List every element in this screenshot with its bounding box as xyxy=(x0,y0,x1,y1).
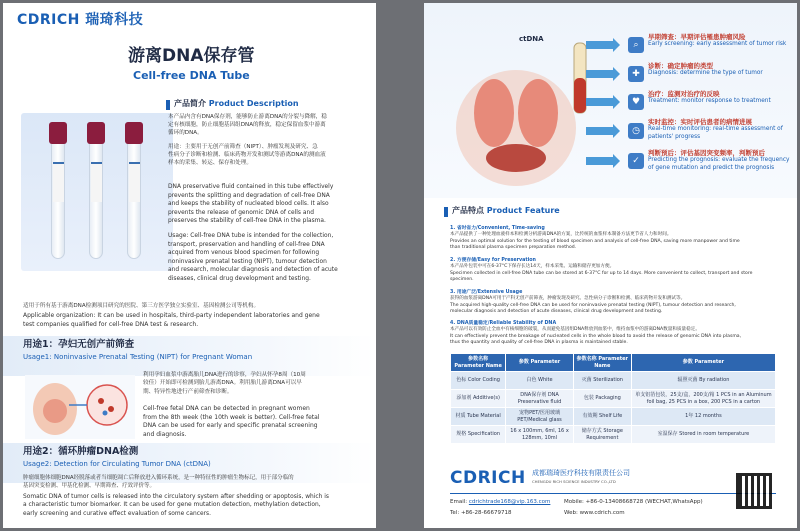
email-line: Email: cdrichtrade168@vip.163.com xyxy=(450,499,551,505)
table-cell: 辐照灭菌 By radiation xyxy=(631,372,775,390)
footer-divider xyxy=(450,493,776,494)
feature-1: 1. 省时省力/Convenient, Time-saving 本产品提供了一种处理血液样本和检测分析游离DNA的方案，比传统的血浆样本制备方法更节省人力和时间。 Provides an optimal solution for the testing of blood specimen and analysis of cell-free DNA, saving more manpower and time than traditional plasma specimen preparation method. xyxy=(450,226,740,250)
table-header-row xyxy=(451,354,776,372)
page-subtitle: Cell-free DNA Tube xyxy=(133,69,250,82)
table-cell: 宠物PET/医用玻璃 PET/Medical glass xyxy=(506,408,573,426)
table-cell: 1年 12 months xyxy=(631,408,775,426)
company-name-cn: 成都瑞琦医疗科技有限责任公司 xyxy=(532,469,630,477)
table-row xyxy=(451,390,776,408)
table-cell: 包装 Packaging xyxy=(573,390,631,408)
diagnosis-icon: ✚ xyxy=(628,66,644,82)
left-page xyxy=(3,3,376,528)
intro-text-en: DNA preservative fluid contained in this tube effectively prevents the splitting and degradation of cell-free DNA and keeps the stability of nucleated blood cells. It also prevents the release of genomic DNA of cells and preserves the stability of cell-free DNA in the plasma. Usage: Cell-free DNA tube is intended for the collection, transport, preservation and handling of cell-free DNA acquired from venous blood specimen for following noninvasive prenatal testing (NIPT), tumour detection and research, molecular diagnosis and detection of acute diseases, clinical drug development and testing. xyxy=(168,184,338,282)
treatment-icon: ♥ xyxy=(628,94,644,110)
table-cell: 16 x 100mm, 6ml, 16 x 128mm, 10ml xyxy=(506,426,573,444)
usage2-text-cn: 肿瘤细胞体细胞DNA经脱落或者当细胞凋亡后释放进入循环系统，是一种特征性的肿瘤生物标记，用于部分临的 基因突变检测、甲基化检测、早期筛查、疗效评价等。 xyxy=(23,475,294,489)
org-text-cn: 适用于所有基于游离DNA检测项目研究的医院、第三方医学独立实验室、基因检测公司等机构。 xyxy=(23,303,260,309)
usage1-title-en: Usage1: Noninvasive Prenatal Testing (NIPT) for Pregnant Woman xyxy=(23,353,253,361)
usage2-title-cn: 用途2：循环肿瘤DNA检测 xyxy=(23,446,139,457)
feature-2: 2. 方便存储/Easy for Preservation 本产品外包装中可在6-37°C下保存长达14天，样本采集、运输和储存更加方便。 Specimen collected in cell-free DNA tube can be stored at 6-37°C for up to 14 days. More convenient to collect, transport and store specimen. xyxy=(450,258,753,282)
table-cell: 参数 Parameter xyxy=(506,354,573,372)
table-cell: 参数名称 Parameter Name xyxy=(573,354,631,372)
arrow-5 xyxy=(586,157,614,165)
search-icon: ⌕ xyxy=(628,37,644,53)
table-row xyxy=(451,408,776,426)
arrow-1 xyxy=(586,41,614,49)
org-text-en-2: test companies qualified for cell-free DNA test & research. xyxy=(23,321,199,328)
email-link[interactable]: cdrichtrade168@vip.163.com xyxy=(468,499,551,505)
arrow-4 xyxy=(586,127,614,135)
screening-item-early: 早期筛查：早期评估罹患肿瘤风险 Early screening: early assessment of tumor risk xyxy=(648,33,787,48)
feature-heading: 产品特点 Product Feature xyxy=(452,206,560,215)
table-row xyxy=(451,372,776,390)
parameter-table xyxy=(450,353,776,444)
page-title: 游离DNA保存管 xyxy=(128,46,255,66)
table-cell: 储存方式 Storage Requirement xyxy=(573,426,631,444)
brand-logo: CDRICH 瑞琦科技 xyxy=(17,12,144,28)
web-line: Web: www.cdrich.com xyxy=(564,510,625,516)
section-marker xyxy=(444,207,448,217)
arrow-3 xyxy=(586,98,614,106)
usage1-text-en: Cell-free fetal DNA can be detected in pregnant women from the 8th week (the 10th week is better). Cell-free fetal DNA can be used for early and specific prenatal screening and diagnosis. xyxy=(143,405,320,438)
usage2-title-en: Usage2: Detection for Circulating Tumor DNA (ctDNA) xyxy=(23,460,211,468)
table-cell: 灭菌 Sterilization xyxy=(573,372,631,390)
screening-item-monitoring: 实时监控：实时评估患者的病情进展 Real-time monitoring: real-time assessment of patients' progress xyxy=(648,118,783,140)
monitor-icon: ◷ xyxy=(628,123,644,139)
table-cell: 规格 Specification xyxy=(451,426,506,444)
mobile-line: Mobile: +86-0-13408668728 (WECHAT,WhatsApp) xyxy=(564,499,703,505)
feature-3: 3. 用途广泛/Extensive Usage 获得的血浆游离DNA可用于产科无创产前筛查，肿瘤发现及研究、急性病分子诊断和检测、临床药物开发和测试等。 The acquired high-quality cell-free DNA can be used for noninvasive prenatal testing (NIPT), tumour detection and research, molecular diagnosis and detection of acute diseases, clinical drug development and testing. xyxy=(450,290,736,314)
table-cell: 白色 White xyxy=(506,372,573,390)
ctdna-label: ctDNA xyxy=(519,35,544,43)
screening-item-diagnosis: 诊断：确定肿瘤的类型 Diagnosis: determine the type of tumor xyxy=(648,62,763,77)
usage1-title-cn: 用途1：孕妇无创产前筛查 xyxy=(23,339,135,350)
table-row xyxy=(451,426,776,444)
arrow-2 xyxy=(586,70,614,78)
table-cell: 有效期 Shelf Life xyxy=(573,408,631,426)
footer-logo: CDRICH xyxy=(450,468,526,488)
tel-line: Tel: +86-28-66679718 xyxy=(450,510,512,516)
table-cell: 单支铝箔包装，25支/盒，200支/箱 1 PCS in an Aluminum foil bag, 25 PCS in a box, 200 PCS in a carton xyxy=(631,390,775,408)
company-name-en: CHENGDU RICH SCIENCE INDUSTRY CO.,LTD xyxy=(532,479,616,484)
table-cell: 参数名称 Parameter Name xyxy=(451,354,506,372)
usage1-text-cn: 利用孕妇血浆中游离胎儿DNA进行的诊察，孕妇从怀孕8周（10周 较佳）开始即可检测到胎儿游离DNA。利用胎儿游离DNA可以早 期、特异性地进行产前筛查和诊断。 xyxy=(143,372,306,395)
pregnancy-illustration xyxy=(25,375,135,439)
table-cell: DNA保存剂 DNA Preservative fluid xyxy=(506,390,573,408)
screening-item-prognosis: 判断预后：评估基因突变频率，判断预后 Predicting the prognosis: evaluate the frequency of gene mutation and predict the prognosis xyxy=(648,149,790,171)
section-marker xyxy=(166,100,170,110)
right-page xyxy=(424,3,797,528)
intro-text-cn: 本产品内含有DNA保存剂，能够防止游离DNA的分裂与降解，稳 定有核细胞，防止细胞基因组DNA的释放，稳定保留血浆中游离 循环的DNA。 用途：主要用于无创产前筛查（NIPT）、肿瘤发现及研究、急 性病分子诊断和检测、临床药物开发和测试等游离DNA的测血液 样本的采集、转运、保存和处理。 xyxy=(168,114,327,166)
table-cell: 材质 Tube Material xyxy=(451,408,506,426)
org-text-en-1: Applicable organization: It can be used in hospitals, third-party independent laboratories and gene xyxy=(23,312,320,319)
screening-item-treatment: 治疗：监测对治疗的反映 Treatment: monitor response to treatment xyxy=(648,90,771,105)
table-cell: 参数 Parameter xyxy=(631,354,775,372)
table-cell: 色标 Color Coding xyxy=(451,372,506,390)
intro-heading: 产品简介 Product Description xyxy=(174,99,299,108)
prognosis-icon: ✓ xyxy=(628,153,644,169)
product-image xyxy=(21,113,173,271)
feature-4: 4. DNA质量稳定/Reliable Stability of DNA 本产品可以有效防止全血中有核细胞的破裂，从而避免基因组DNA释放到血浆中，维持血浆中的游离DNA数量和质量稳定。 It can effectively prevent the breakage of nucleated cells in the whole blood to avoid the release of genomic DNA into plasma, thus the quantity and quality of cell-free DNA in plasma is maintained stable. xyxy=(450,321,742,345)
table-cell: 添加剂 Additive(s) xyxy=(451,390,506,408)
table-cell: 室温保存 Stored in room temperature xyxy=(631,426,775,444)
usage2-text-en: Somatic DNA of tumor cells is released into the circulatory system after shedding or apoptosis, which is a characteristic tumor biomarker. It can be used for gene mutation detection, methylation detection, early screening and curative effect evaluation of some cancers. xyxy=(23,494,329,517)
qr-code xyxy=(736,473,772,509)
